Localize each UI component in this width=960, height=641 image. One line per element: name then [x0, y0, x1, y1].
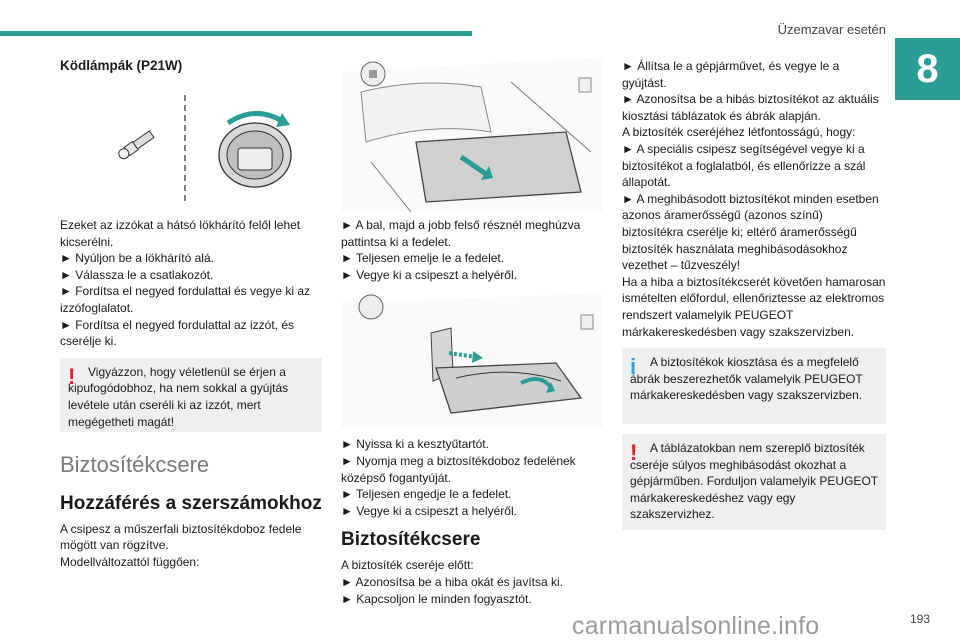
watermark: carmanualsonline.info: [572, 612, 820, 640]
info-icon: i: [630, 354, 637, 380]
warning-icon: !: [68, 363, 76, 389]
info-note: i A biztosítékok kiosztása és a megfelelő ábrák beszerezhetők valamelyik PEUGEOT márkakereskedésben vagy szakszervizben.: [622, 348, 886, 424]
text-line: ► Teljesen engedje le a fedelet.: [341, 487, 512, 502]
chapter-heading: Biztosítékcsere: [60, 451, 210, 477]
text-line: ► Nyomja meg a biztosítékdoboz fedelének középső fogantyúját.: [341, 453, 576, 485]
text-line: A biztosíték cseréje előtt:: [341, 558, 474, 573]
page-number: 193: [909, 612, 930, 626]
text-line: ► Fordítsa el negyed fordulattal az izzót, és cserélje ki.: [60, 317, 294, 349]
fog-lamp-illustration: [60, 93, 322, 205]
text-line: A csipesz a műszerfali biztosítékdoboz fedele mögött van rögzítve.: [60, 521, 302, 553]
text-line: A biztosíték cseréjéhez létfontosságú, hogy:: [622, 125, 856, 140]
text-line: Ezeket az izzókat a hátsó lökhárító felől lehet kicserélni.: [60, 218, 301, 249]
section-heading-tools: Hozzáférés a szerszámokhoz: [60, 492, 322, 514]
warning-note: ! Vigyázzon, hogy véletlenül se érjen a kipufogódobhoz, ha nem sokkal a gyújtás levétele után cseréli ki az izzót, mert megégetheti magát!: [60, 358, 322, 432]
text-line: ► A speciális csipesz segítségével vegye ki a biztosítékot a foglalatból, és ellenőrizze a szál állapotát.: [622, 141, 866, 190]
text-line: ► Azonosítsa be a hiba okát és javítsa ki.: [341, 574, 563, 589]
section-title: Üzemzavar esetén: [777, 22, 886, 37]
text-line: ► A bal, majd a jobb felső résznél meghúzva pattintsa ki a fedelet.: [341, 218, 581, 249]
text-line: ► Válassza le a csatlakozót.: [60, 267, 214, 282]
text-line: ► A meghibásodott biztosítékot minden esetben azonos áramerősségű (azonos színű) biztosítékra cserélje ki; eltérő áramerősségű biztosíték használata meghibásodásokhoz vezethet – tűzveszély!: [622, 191, 879, 273]
header-accent-bar: [0, 31, 472, 36]
warning-note: ! A táblázatokban nem szereplő biztosíték cseréje súlyos meghibásodást okozhat a gépjárműben. Forduljon valamelyik PEUGEOT márkakereskedéshez vagy egy szakszervizhez.: [622, 434, 886, 530]
dashboard-fusebox-illustration: [341, 52, 603, 212]
heading-fog-lamps: Ködlámpák (P21W): [60, 58, 183, 73]
warning-icon: !: [630, 440, 638, 466]
column-1: [60, 52, 322, 571]
text-line: ► Nyissa ki a kesztyűtartót.: [341, 437, 489, 452]
text-line: ► Kapcsoljon le minden fogyasztót.: [341, 591, 532, 606]
text-line: ► Fordítsa el negyed fordulattal és vegye ki az izzófoglalatot.: [60, 284, 311, 315]
column-3: [622, 52, 886, 530]
chapter-number-badge: 8: [895, 38, 960, 100]
text-line: ► Azonosítsa be a hibás biztosítékot az aktuális kiosztási táblázatok és ábrák alapján.: [622, 92, 879, 123]
column-2: [341, 52, 603, 607]
text-line: ► Nyúljon be a lökhárító alá.: [60, 251, 214, 266]
section-heading-fuse-change: Biztosítékcsere: [341, 529, 481, 551]
text-line: ► Vegye ki a csipeszt a helyéről.: [341, 267, 517, 282]
text-line: ► Teljesen emelje le a fedelet.: [341, 251, 505, 266]
text-line: ► Állítsa le a gépjárművet, és vegye le a gyújtást.: [622, 59, 840, 90]
text-line: ► Vegye ki a csipeszt a helyéről.: [341, 503, 517, 518]
text-line: Modellváltozattól függően:: [60, 554, 200, 569]
glovebox-fusebox-illustration: [341, 293, 603, 428]
text-line: Ha a hiba a biztosítékcserét követően hamarosan ismételten előfordul, ellenőriztesse az elektromos rendszert valamelyik PEUGEOT márkakereskedésben vagy szakszervizben.: [622, 274, 886, 339]
